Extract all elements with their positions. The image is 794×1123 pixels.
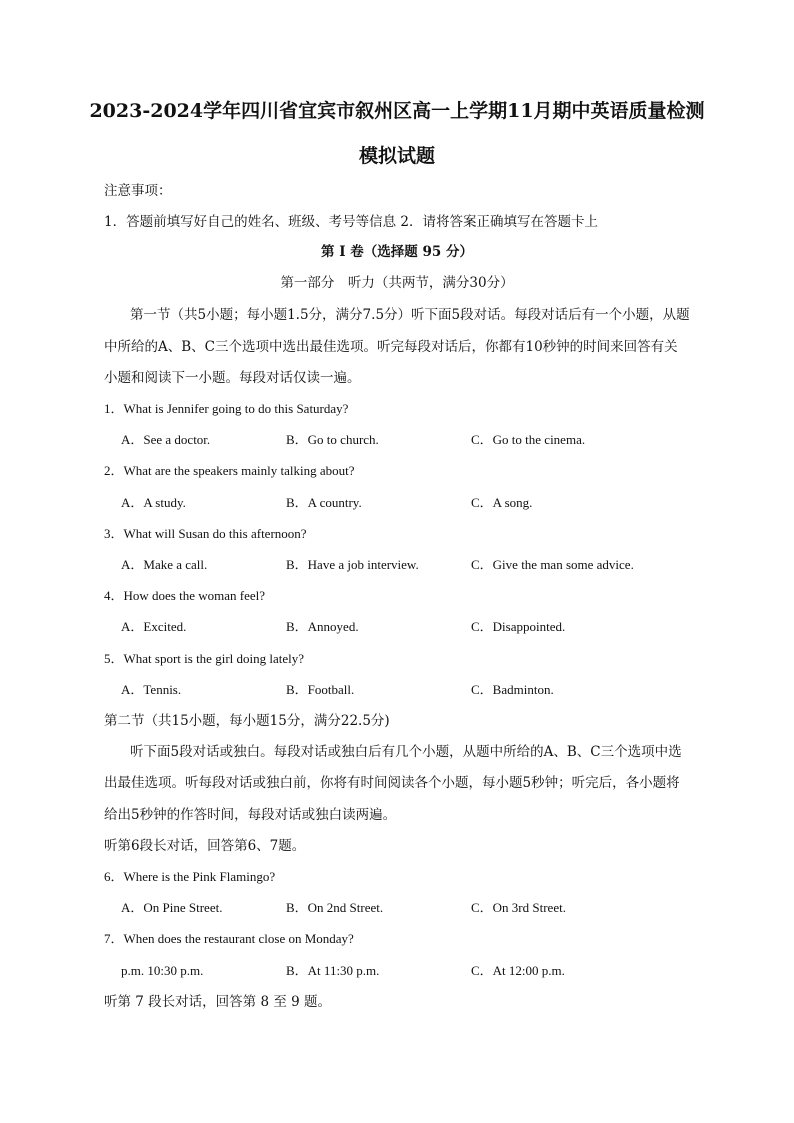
question-6: 6．Where is the Pink Flamingo? <box>104 869 276 884</box>
q2-option-c: C．A song. <box>471 495 533 510</box>
question-4: 4．How does the woman feel? <box>104 588 266 603</box>
q2-option-a: A．A study. <box>121 495 186 510</box>
question-3: 3．What will Susan do this afternoon? <box>104 526 307 541</box>
notice-item-1: 1．答题前填写好自己的姓名、班级、考号等信息 2．请将答案正确填写在答题卡上 <box>104 214 598 230</box>
section1-intro-line3: 小题和阅读下一小题。每段对话仅读一遍。 <box>104 370 361 386</box>
question-5: 5．What sport is the girl doing lately? <box>104 651 305 666</box>
notice-label: 注意事项： <box>104 183 172 199</box>
q7-option-b: B．At 11:30 p.m. <box>286 963 380 978</box>
exam-title-line1: 2023-2024学年四川省宜宾市叙州区高一上学期11月期中英语质量检测 <box>89 100 705 122</box>
q6-option-b: B．On 2nd Street. <box>286 900 384 915</box>
q1-option-c: C．Go to the cinema. <box>471 432 586 447</box>
dialogue6-label: 听第6段长对话，回答第6、7题。 <box>104 838 306 854</box>
volume-heading: 第 I 卷（选择题 95 分） <box>321 244 473 260</box>
q5-option-a: A．Tennis. <box>121 682 182 697</box>
question-7: 7．When does the restaurant close on Monday? <box>104 931 354 946</box>
part-heading: 第一部分 听力（共两节，满分30分） <box>280 275 514 291</box>
exam-title-line2: 模拟试题 <box>358 145 435 167</box>
question-1: 1．What is Jennifer going to do this Saturday? <box>104 401 349 416</box>
section2-intro-line3: 给出5秒钟的作答时间，每段对话或独白读两遍。 <box>104 807 397 823</box>
q3-option-a: A．Make a call. <box>121 557 208 572</box>
q1-option-a: A．See a doctor. <box>121 432 211 447</box>
q5-option-c: C．Badminton. <box>471 682 554 697</box>
q7-option-a: p.m. 10:30 p.m. <box>121 963 204 978</box>
q1-option-b: B．Go to church. <box>286 432 379 447</box>
question-2: 2．What are the speakers mainly talking about? <box>104 463 355 478</box>
q4-option-b: B．Annoyed. <box>286 619 359 634</box>
q6-option-c: C．On 3rd Street. <box>471 900 566 915</box>
q3-option-b: B．Have a job interview. <box>286 557 419 572</box>
q6-option-a: A．On Pine Street. <box>121 900 223 915</box>
section2-intro-line1: 听下面5段对话或独白。每段对话或独白后有几个小题，从题中所给的A、B、C三个选项中选 <box>130 744 682 760</box>
q4-option-a: A．Excited. <box>121 619 187 634</box>
dialogue7-label: 听第 7 段长对话，回答第 8 至 9 题。 <box>104 994 332 1010</box>
q4-option-c: C．Disappointed. <box>471 619 566 634</box>
section2-heading: 第二节（共15小题，每小题15分，满分22.5分) <box>104 713 390 729</box>
section1-intro-line2: 中所给的A、B、C三个选项中选出最佳选项。听完每段对话后，你都有10秒钟的时间来回答有关 <box>104 339 678 355</box>
q2-option-b: B．A country. <box>286 495 362 510</box>
section2-intro-line2: 出最佳选项。听每段对话或独白前，你将有时间阅读各个小题，每小题5秒钟；听完后，各小题将 <box>104 775 680 791</box>
section1-intro-line1: 第一节（共5小题；每小题1.5分，满分7.5分）听下面5段对话。每段对话后有一个小题，从题 <box>130 307 690 323</box>
q5-option-b: B．Football. <box>286 682 355 697</box>
q7-option-c: C．At 12:00 p.m. <box>471 963 565 978</box>
q3-option-c: C．Give the man some advice. <box>471 557 634 572</box>
